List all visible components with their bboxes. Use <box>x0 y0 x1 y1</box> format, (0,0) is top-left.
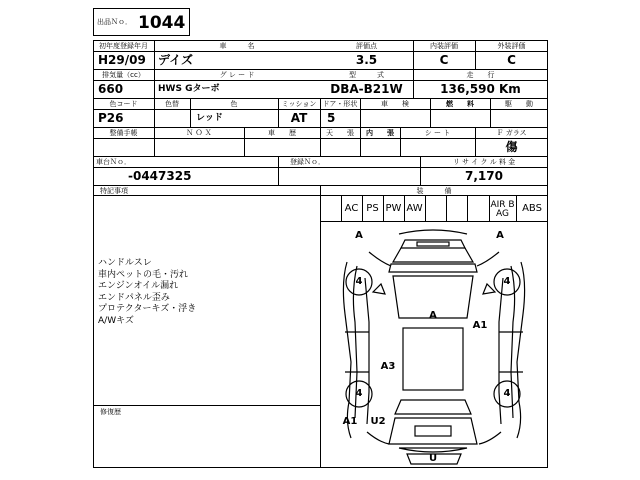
label-car-name: 車 名 <box>219 42 255 50</box>
exhibit-number: 1044 <box>138 13 186 33</box>
mark-tire-rl: 4 <box>355 388 363 399</box>
label-fuel: 燃 料 <box>446 100 474 108</box>
label-grade: グ レ ー ド <box>219 71 255 79</box>
value-interior: C <box>439 53 449 67</box>
label-color-code: 色コード <box>109 100 138 108</box>
label-drive: 駆 動 <box>505 100 533 108</box>
label-color: 色 <box>230 100 238 108</box>
repair-history-label: 修復歴 <box>100 408 121 416</box>
label-recycle-fee: リ サ イ ク ル 料 金 <box>452 158 516 166</box>
value-transmission: AT <box>290 111 308 125</box>
value-score: 3.5 <box>355 53 378 67</box>
label-registration-no: 登録Ｎｏ． <box>290 158 325 166</box>
label-inspection: 車 検 <box>381 100 409 108</box>
value-chassis-no: -0447325 <box>128 169 192 183</box>
value-mileage: 136,590 Km <box>440 82 521 96</box>
repair-history-box <box>93 405 321 468</box>
mark-rear-a1: A1 <box>342 416 358 427</box>
label-interior-trim: 内 張 <box>366 129 394 137</box>
label-color-change: 色替 <box>165 100 179 108</box>
remark-line: ハンドルスレ <box>98 258 152 268</box>
mark-tire-fr: 4 <box>503 276 511 287</box>
remark-line: 車内ペットの毛・汚れ <box>98 269 189 280</box>
label-mileage: 走 行 <box>466 71 495 79</box>
label-displacement: 排気量（cc） <box>102 71 145 79</box>
label-first-registration: 初年度登録年月 <box>99 42 148 50</box>
mark-front-left: A <box>355 230 363 241</box>
value-displacement: 660 <box>98 82 124 96</box>
equipment-label: 装 備 <box>416 187 452 195</box>
mark-roof: A <box>429 310 437 321</box>
value-car-name: デイズ <box>158 53 194 67</box>
exhibit-number-box <box>93 8 190 36</box>
value-color: レッド <box>196 113 223 123</box>
remarks-lines <box>98 258 196 327</box>
label-history: 車 歴 <box>268 129 296 137</box>
label-f-glass: Ｆ ガラス <box>496 129 527 137</box>
value-exterior: C <box>507 53 516 67</box>
remark-line: プロテクターキズ・浮き <box>98 304 197 314</box>
label-model-code: 型 式 <box>349 71 384 79</box>
equip-aw: AW <box>406 203 423 214</box>
label-score: 評価点 <box>356 42 377 50</box>
label-chassis-no: 車台Ｎｏ． <box>96 158 131 166</box>
label-headliner: 天 張 <box>326 129 354 137</box>
mark-front-right: A <box>496 230 504 241</box>
label-seat: シ ー ト <box>424 129 451 137</box>
value-doors: 5 <box>327 111 336 125</box>
mark-rear-u2: U2 <box>370 416 386 427</box>
label-interior: 内装評価 <box>430 42 458 50</box>
mark-bottom-u: U <box>428 453 438 464</box>
value-model-code: DBA-B21W <box>330 82 403 96</box>
value-color-code: P26 <box>98 111 124 125</box>
equip-ac: AC <box>344 203 359 214</box>
mark-side-a3: A3 <box>380 361 396 372</box>
value-first-registration: H29/09 <box>98 53 146 67</box>
remark-line: エンドパネル歪み <box>98 292 170 303</box>
exhibit-number-label: 出品Ｎｏ． <box>97 18 132 26</box>
remark-line: エンジンオイル漏れ <box>98 281 179 291</box>
equip-ps: PS <box>366 203 379 214</box>
label-maintenance-book: 整備手帳 <box>109 129 138 137</box>
remarks-label: 特記事項 <box>100 187 128 195</box>
equip-abs: ABS <box>522 203 542 214</box>
label-nox: Ｎ Ｏ Ｘ <box>186 129 212 137</box>
car-damage-diagram <box>321 222 547 467</box>
remark-line: A/Wキズ <box>98 315 134 326</box>
value-recycle-fee: 7,170 <box>465 169 503 183</box>
value-grade: HWS Gターボ <box>158 84 220 94</box>
value-f-glass: 傷 <box>505 140 518 154</box>
mark-tire-fl: 4 <box>355 276 363 287</box>
label-doors: ドア・形状 <box>322 100 358 108</box>
equip-pw: PW <box>385 203 402 214</box>
mark-tire-rr: 4 <box>503 388 511 399</box>
equip-airbag: AIR BAG <box>490 200 515 219</box>
label-exterior: 外装評価 <box>497 42 526 50</box>
label-transmission: ミッション <box>281 100 317 108</box>
mark-side-a1: A1 <box>472 320 488 331</box>
